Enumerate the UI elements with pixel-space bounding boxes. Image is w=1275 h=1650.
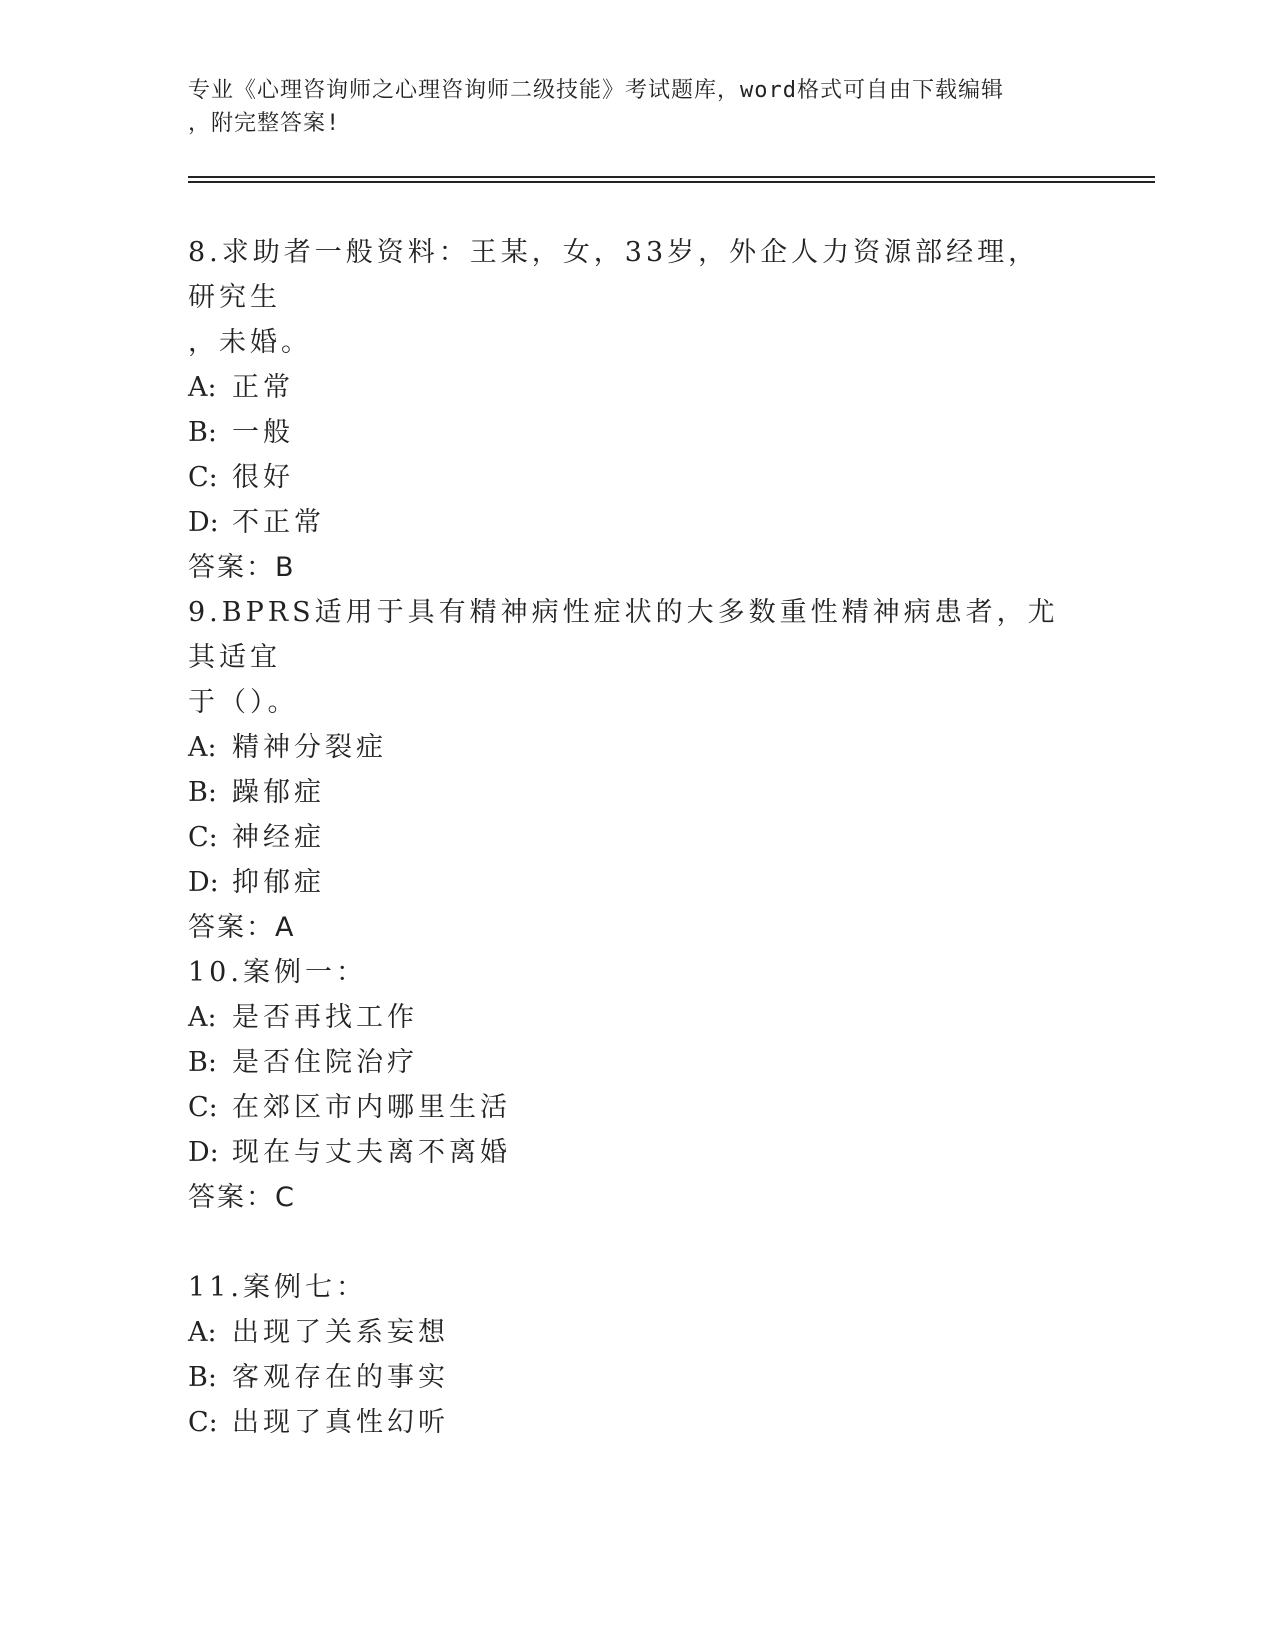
option-a	[188, 365, 1068, 410]
option-d	[188, 860, 1068, 905]
question-stem-line-1: 10.案例一：	[188, 957, 367, 988]
option-text: 出现了真性幻听	[232, 1407, 449, 1438]
header-line-2: ，附完整答案!	[188, 111, 341, 136]
option-b	[188, 1355, 1068, 1400]
option-text: 客观存在的事实	[232, 1362, 449, 1393]
question-stem-line-1: 8.求助者一般资料：王某，女，33岁，外企人力资源部经理，研究生	[188, 237, 1040, 313]
option-key: D:	[188, 867, 219, 898]
option-c	[188, 815, 1068, 860]
option-key: A:	[188, 1317, 217, 1348]
option-text: 精神分裂症	[232, 732, 387, 763]
option-text: 躁郁症	[232, 777, 325, 808]
option-a	[188, 995, 1068, 1040]
question-stem-line-2: 于（）。	[188, 687, 299, 718]
option-key: B:	[188, 417, 217, 448]
option-b	[188, 1040, 1068, 1085]
option-key: C:	[188, 462, 218, 493]
header-divider-top	[188, 176, 1155, 178]
question-8	[188, 230, 1068, 590]
option-text: 抑郁症	[232, 867, 325, 898]
option-text: 正常	[232, 372, 294, 403]
question-stem-line-1: 11.案例七：	[188, 1272, 367, 1303]
answer: 答案：A	[188, 912, 296, 943]
option-c	[188, 1400, 1068, 1445]
option-key: D:	[188, 507, 219, 538]
option-text: 神经症	[232, 822, 325, 853]
option-key: A:	[188, 372, 217, 403]
header-line-1: 专业《心理咨询师之心理咨询师二级技能》考试题库，word格式可自由下载编辑	[188, 78, 1004, 103]
option-text: 是否再找工作	[232, 1002, 418, 1033]
option-text: 现在与丈夫离不离婚	[232, 1137, 511, 1168]
option-b	[188, 770, 1068, 815]
option-c	[188, 1085, 1068, 1130]
option-key: B:	[188, 1047, 217, 1078]
question-stem-line-1: 9.BPRS适用于具有精神病性症状的大多数重性精神病患者，尤其适宜	[188, 597, 1059, 673]
question-10	[188, 950, 1068, 1220]
document-header	[188, 74, 1068, 140]
option-key: D:	[188, 1137, 219, 1168]
header-divider-bottom	[188, 181, 1155, 183]
option-a	[188, 1310, 1068, 1355]
question-11	[188, 1265, 1068, 1445]
option-d	[188, 500, 1068, 545]
option-c	[188, 455, 1068, 500]
option-key: B:	[188, 1362, 217, 1393]
option-key: B:	[188, 777, 217, 808]
option-text: 一般	[232, 417, 294, 448]
option-text: 出现了关系妄想	[232, 1317, 449, 1348]
option-text: 很好	[232, 462, 294, 493]
option-a	[188, 725, 1068, 770]
option-key: C:	[188, 822, 218, 853]
option-key: C:	[188, 1092, 218, 1123]
option-text: 是否住院治疗	[232, 1047, 418, 1078]
option-key: A:	[188, 732, 217, 763]
option-text: 在郊区市内哪里生活	[232, 1092, 511, 1123]
answer: 答案：C	[188, 1182, 296, 1213]
question-9	[188, 590, 1068, 950]
option-key: C:	[188, 1407, 218, 1438]
option-text: 不正常	[232, 507, 325, 538]
question-stem-line-2: ，未婚。	[188, 327, 312, 358]
option-b	[188, 410, 1068, 455]
option-key: A:	[188, 1002, 217, 1033]
option-d	[188, 1130, 1068, 1175]
answer: 答案：B	[188, 552, 296, 583]
